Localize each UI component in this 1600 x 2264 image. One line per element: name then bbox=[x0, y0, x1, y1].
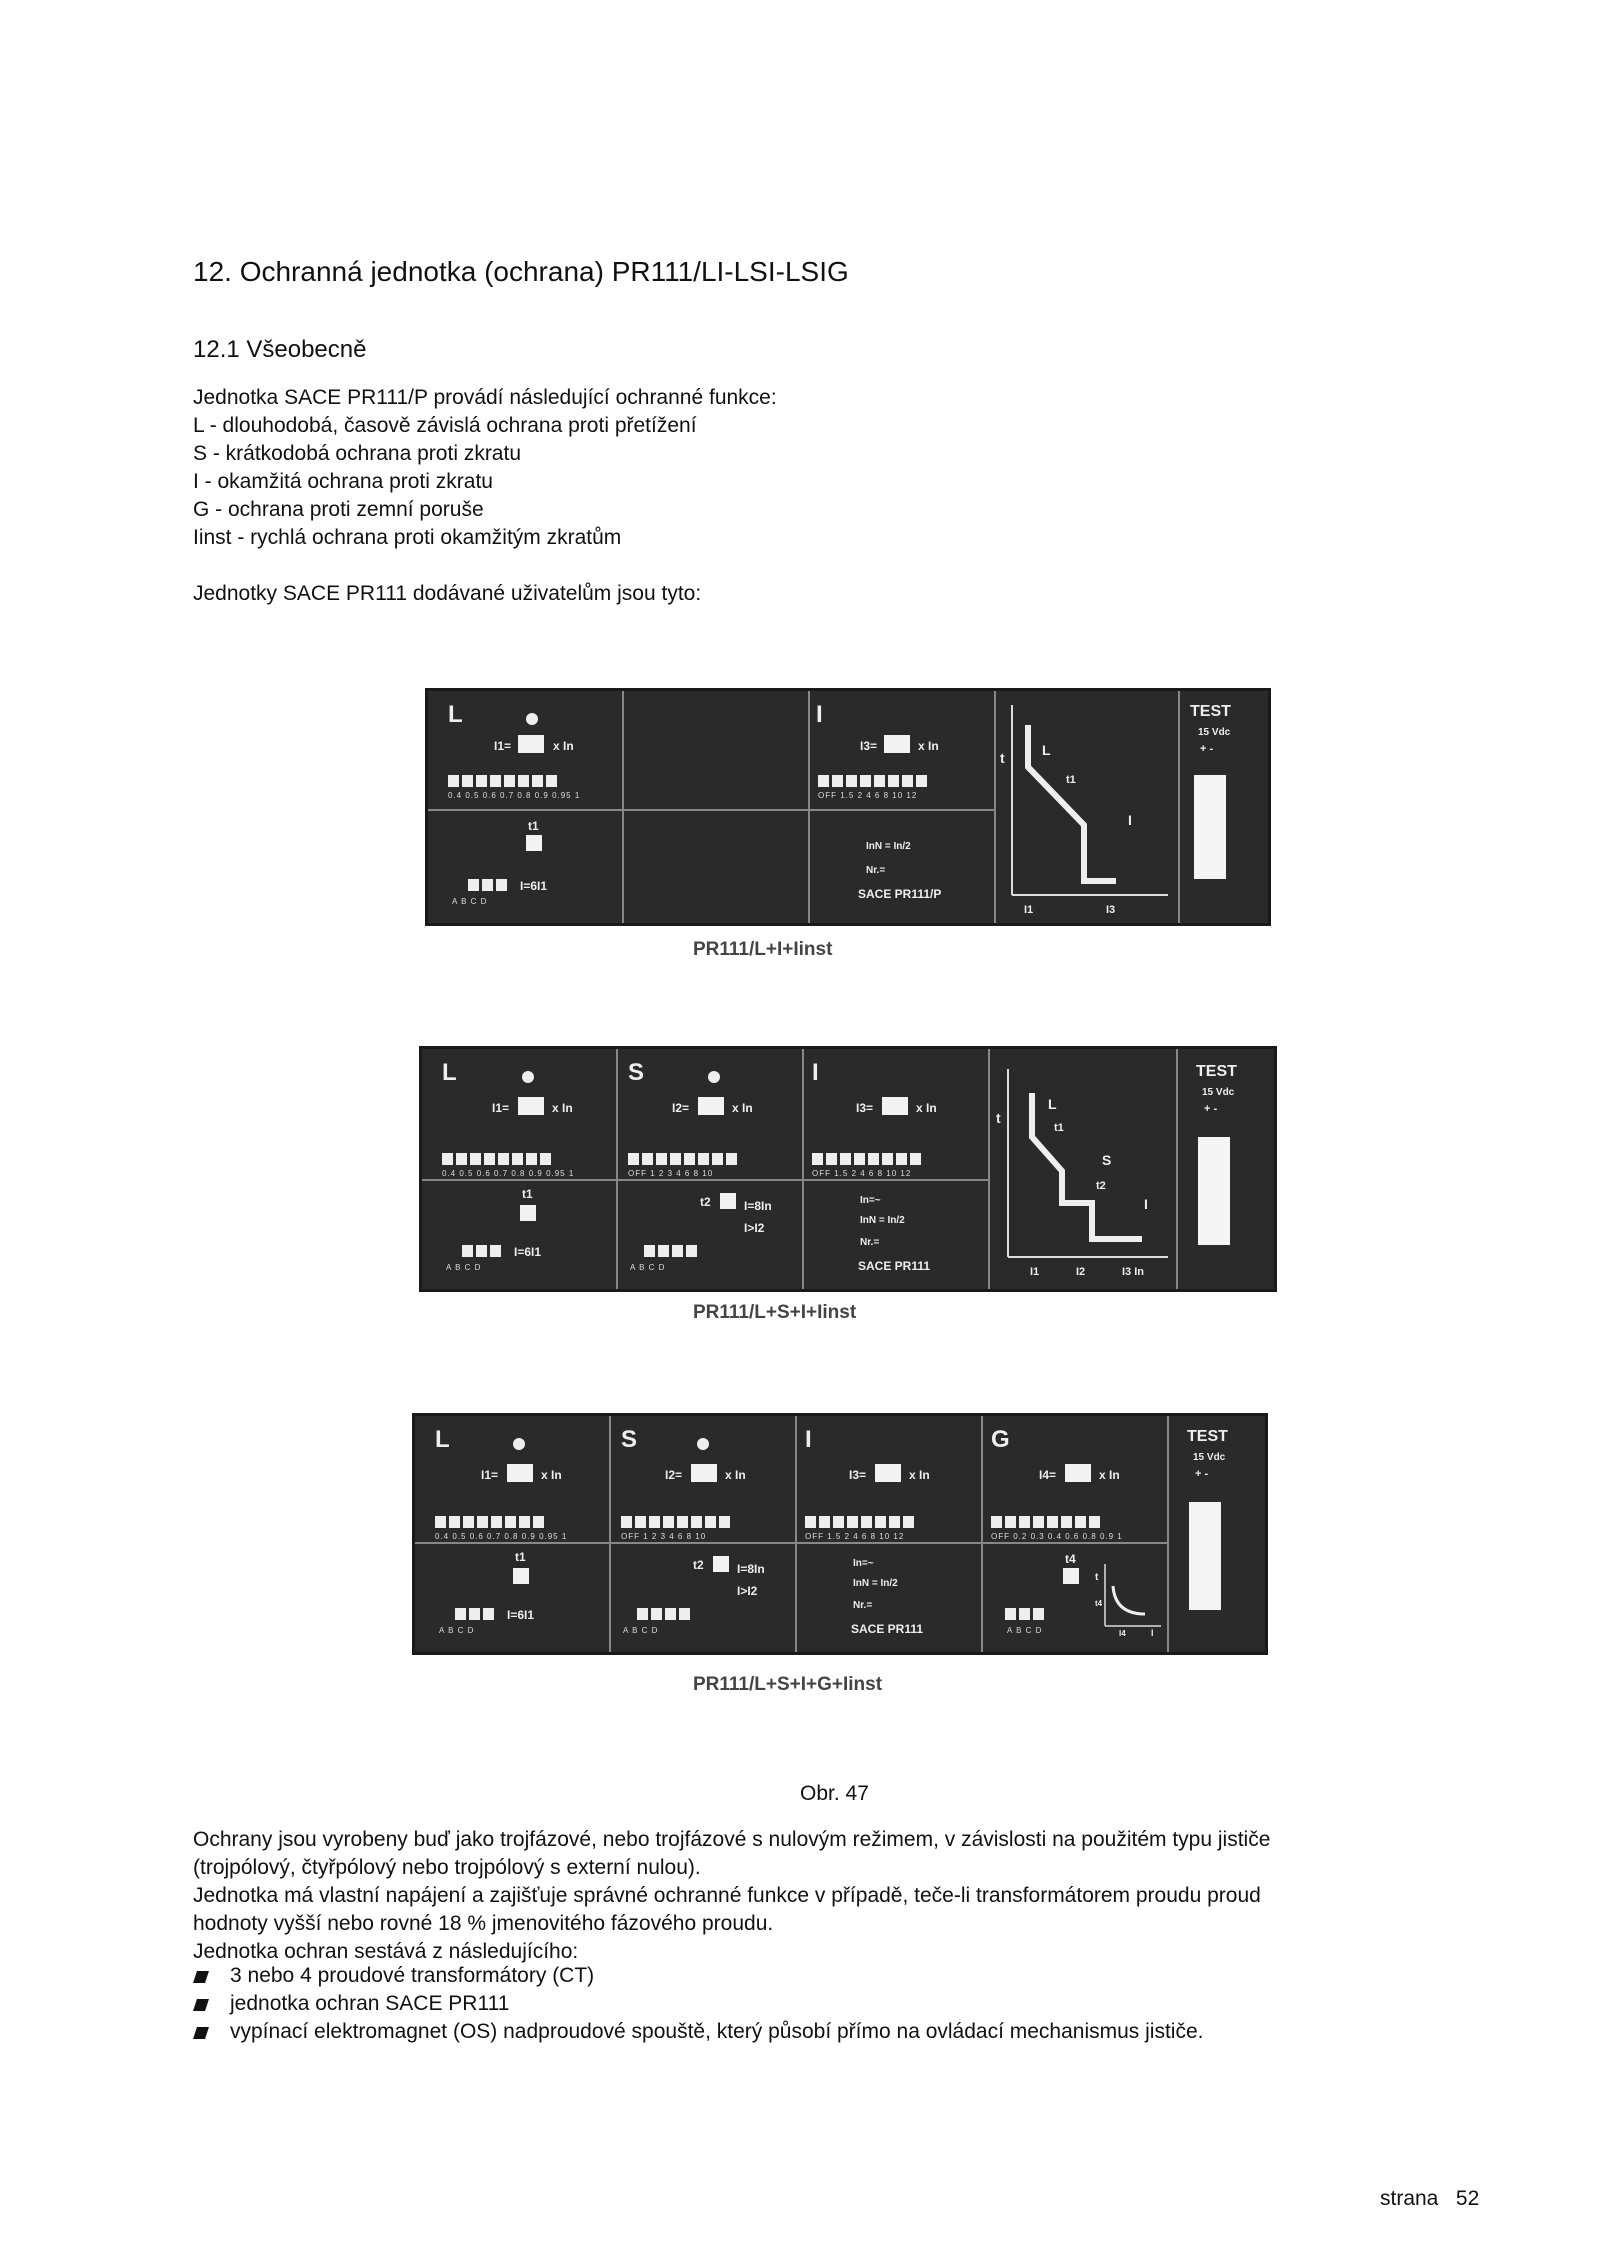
abcd-label: A B C D bbox=[1007, 1626, 1043, 1635]
i1-label: I1= bbox=[494, 739, 512, 753]
svg-text:t: t bbox=[1000, 750, 1005, 766]
svg-text:L: L bbox=[1042, 742, 1051, 758]
in-label: In=~ bbox=[853, 1558, 874, 1569]
dip-switches-l[interactable] bbox=[448, 775, 557, 787]
intro-line: I - okamžitá ochrana proti zkratu bbox=[193, 470, 493, 493]
list-item: jednotka ochran SACE PR111 bbox=[230, 1992, 510, 2015]
panel-caption: PR111/L+S+I+Iinst bbox=[693, 1302, 857, 1323]
trip-curve-diagram bbox=[998, 695, 1176, 917]
t1-window bbox=[520, 1205, 536, 1221]
dip-switches-t1[interactable] bbox=[468, 879, 507, 891]
i8-label: I=8In bbox=[737, 1562, 765, 1576]
led-indicator bbox=[708, 1071, 720, 1083]
intro-line: Jednotka SACE PR111/P provádí následující ochranné funkce: bbox=[193, 386, 777, 409]
svg-text:t: t bbox=[996, 1110, 1001, 1126]
dip-switches-t2[interactable] bbox=[637, 1608, 690, 1620]
divider bbox=[428, 809, 994, 811]
t1-label: t1 bbox=[522, 1187, 533, 1201]
bullet-icon bbox=[193, 2027, 209, 2039]
section-label: S bbox=[621, 1426, 638, 1453]
abcd-label: A B C D bbox=[623, 1626, 659, 1635]
svg-text:L: L bbox=[1048, 1096, 1057, 1112]
model-label: SACE PR111 bbox=[858, 1259, 931, 1273]
figure-label: Obr. 47 bbox=[800, 1782, 869, 1805]
t2-label: t2 bbox=[693, 1558, 704, 1572]
svg-text:t2: t2 bbox=[1096, 1180, 1106, 1192]
t4-label: t4 bbox=[1065, 1552, 1076, 1566]
panel-caption: PR111/L+I+Iinst bbox=[693, 939, 833, 960]
body-line: Ochrany jsou vyrobeny buď jako trojfázové, nebo trojfázové s nulovým režimem, v závislosti na použitém typu jističe bbox=[193, 1828, 1271, 1851]
intro-paragraph bbox=[193, 384, 777, 552]
i2-window bbox=[691, 1464, 717, 1482]
i2-label: I2= bbox=[672, 1101, 690, 1115]
svg-text:t1: t1 bbox=[1054, 1122, 1064, 1134]
polarity-label: + - bbox=[1204, 1103, 1218, 1115]
abcd-label: A B C D bbox=[439, 1626, 475, 1635]
scale-i: OFF 1.5 2 4 6 8 10 12 bbox=[818, 791, 918, 800]
t2-window bbox=[720, 1193, 736, 1209]
t1-window bbox=[526, 835, 542, 851]
i6-label: I=6I1 bbox=[514, 1245, 542, 1259]
divider bbox=[415, 1542, 1167, 1544]
i3-label: I3= bbox=[860, 739, 878, 753]
panel-li bbox=[425, 688, 1271, 926]
abcd-label: A B C D bbox=[452, 897, 488, 906]
abcd-label: A B C D bbox=[446, 1263, 482, 1272]
vdc-label: 15 Vdc bbox=[1202, 1087, 1235, 1098]
section-label: I bbox=[812, 1059, 819, 1086]
abcd-label: A B C D bbox=[630, 1263, 666, 1272]
body-line: Jednotka má vlastní napájení a zajišťuje správné ochranné funkce v případě, teče-li transformátorem proudu proud bbox=[193, 1884, 1261, 1907]
list-item: 3 nebo 4 proudové transformátory (CT) bbox=[230, 1964, 595, 1987]
svg-text:t1: t1 bbox=[1066, 774, 1076, 786]
body-line: hodnoty vyšší nebo rovné 18 % jmenovitého fázového proudu. bbox=[193, 1912, 774, 1935]
dip-switches-t1[interactable] bbox=[462, 1245, 501, 1257]
list-item: vypínací elektromagnet (OS) nadproudové spouště, který působí přímo na ovládací mechanismus jističe. bbox=[230, 2020, 1204, 2043]
i6-label: I=6I1 bbox=[520, 879, 548, 893]
scale-s: OFF 1 2 3 4 6 8 10 bbox=[628, 1169, 714, 1178]
test-connector[interactable] bbox=[1194, 775, 1226, 879]
unit-label: x In bbox=[541, 1468, 562, 1482]
t2-window bbox=[713, 1556, 729, 1572]
test-connector[interactable] bbox=[1189, 1502, 1221, 1610]
polarity-label: + - bbox=[1195, 1468, 1209, 1480]
scale-g: OFF 0.2 0.3 0.4 0.6 0.8 0.9 1 bbox=[991, 1532, 1123, 1541]
svg-text:t: t bbox=[1095, 1572, 1099, 1583]
i1-window bbox=[507, 1464, 533, 1482]
page-heading: 12. Ochranná jednotka (ochrana) PR111/LI-LSI-LSIG bbox=[193, 256, 849, 287]
i2-window bbox=[698, 1097, 724, 1115]
section-label: G bbox=[991, 1426, 1010, 1453]
i4-label: I4= bbox=[1039, 1468, 1057, 1482]
i3-label: I3= bbox=[856, 1101, 874, 1115]
footer-label: strana bbox=[1380, 2187, 1439, 2210]
svg-text:I1: I1 bbox=[1024, 904, 1034, 916]
test-label: TEST bbox=[1196, 1063, 1237, 1080]
svg-text:I: I bbox=[1151, 1628, 1154, 1636]
in-label: In=~ bbox=[860, 1195, 881, 1206]
led-indicator bbox=[526, 713, 538, 725]
i3-window bbox=[875, 1464, 901, 1482]
unit-label: x In bbox=[916, 1101, 937, 1115]
i1-label: I1= bbox=[481, 1468, 499, 1482]
svg-text:I3: I3 bbox=[1106, 904, 1116, 916]
bullet-icon bbox=[193, 1999, 209, 2011]
scale-s: OFF 1 2 3 4 6 8 10 bbox=[621, 1532, 707, 1541]
t2-label: t2 bbox=[700, 1195, 711, 1209]
page-footer bbox=[1380, 2187, 1479, 2211]
section-empty bbox=[624, 691, 810, 923]
section-heading: 12.1 Všeobecně bbox=[193, 336, 367, 363]
vdc-label: 15 Vdc bbox=[1198, 727, 1231, 738]
svg-text:I: I bbox=[1144, 1196, 1148, 1212]
test-connector[interactable] bbox=[1198, 1137, 1230, 1245]
i1-label: I1= bbox=[492, 1101, 510, 1115]
nr-label: Nr.= bbox=[866, 865, 886, 876]
units-intro: Jednotky SACE PR111 dodávané uživatelům jsou tyto: bbox=[193, 582, 702, 605]
body-line: Jednotka ochran sestává z následujícího: bbox=[193, 1940, 579, 1963]
unit-label: x In bbox=[552, 1101, 573, 1115]
polarity-label: + - bbox=[1200, 743, 1214, 755]
dip-switches-i[interactable] bbox=[805, 1516, 914, 1528]
unit-label: x In bbox=[732, 1101, 753, 1115]
scale-i: OFF 1.5 2 4 6 8 10 12 bbox=[812, 1169, 912, 1178]
i3-window bbox=[882, 1097, 908, 1115]
divider bbox=[422, 1179, 988, 1181]
unit-label: x In bbox=[1099, 1468, 1120, 1482]
i6-label: I=6I1 bbox=[507, 1608, 535, 1622]
dip-switches-l[interactable] bbox=[442, 1153, 551, 1165]
nr-label: Nr.= bbox=[853, 1600, 873, 1611]
vdc-label: 15 Vdc bbox=[1193, 1452, 1226, 1463]
t1-label: t1 bbox=[515, 1550, 526, 1564]
section-label: I bbox=[816, 701, 823, 728]
section-label: L bbox=[435, 1426, 450, 1453]
section-label: L bbox=[448, 701, 463, 728]
svg-text:I4: I4 bbox=[1119, 1629, 1126, 1636]
igt-label: I>I2 bbox=[737, 1584, 758, 1598]
t1-window bbox=[513, 1568, 529, 1584]
panel-caption: PR111/L+S+I+G+Iinst bbox=[693, 1674, 883, 1695]
scale-l: 0.4 0.5 0.6 0.7 0.8 0.9 0.95 1 bbox=[448, 791, 581, 800]
bullet-icon bbox=[193, 1971, 209, 1983]
svg-text:I3 In: I3 In bbox=[1122, 1266, 1145, 1278]
body-line: (trojpólový, čtyřpólový nebo trojpólový s externí nulou). bbox=[193, 1856, 701, 1879]
dip-switches-s[interactable] bbox=[628, 1153, 737, 1165]
dip-switches-i[interactable] bbox=[818, 775, 927, 787]
panel-lsi bbox=[419, 1046, 1277, 1292]
scale-l: 0.4 0.5 0.6 0.7 0.8 0.9 0.95 1 bbox=[442, 1169, 575, 1178]
i3-label: I3= bbox=[849, 1468, 867, 1482]
i8-label: I=8In bbox=[744, 1199, 772, 1213]
intro-line: G - ochrana proti zemní poruše bbox=[193, 498, 484, 521]
i1-window bbox=[518, 1097, 544, 1115]
inn-label: InN = In/2 bbox=[853, 1578, 898, 1589]
dip-switches-i[interactable] bbox=[812, 1153, 921, 1165]
i3-window bbox=[884, 735, 910, 753]
inn-label: InN = In/2 bbox=[860, 1215, 905, 1226]
i2-label: I2= bbox=[665, 1468, 683, 1482]
body-paragraph bbox=[193, 1826, 1270, 1966]
scale-l: 0.4 0.5 0.6 0.7 0.8 0.9 0.95 1 bbox=[435, 1532, 568, 1541]
nr-label: Nr.= bbox=[860, 1237, 880, 1248]
page-number: 52 bbox=[1455, 2187, 1480, 2210]
dip-switches-t1[interactable] bbox=[455, 1608, 494, 1620]
svg-text:S: S bbox=[1102, 1152, 1112, 1168]
g-curve-diagram bbox=[1095, 1556, 1165, 1636]
svg-text:I: I bbox=[1128, 812, 1132, 828]
dip-switches-s[interactable] bbox=[621, 1516, 730, 1528]
test-label: TEST bbox=[1190, 703, 1231, 720]
t1-label: t1 bbox=[528, 819, 539, 833]
intro-line: L - dlouhodobá, časově závislá ochrana proti přetížení bbox=[193, 414, 697, 437]
test-label: TEST bbox=[1187, 1428, 1228, 1445]
dip-switches-t2[interactable] bbox=[644, 1245, 697, 1257]
section-label: L bbox=[442, 1059, 457, 1086]
panel-lsig bbox=[412, 1413, 1268, 1655]
model-label: SACE PR111/P bbox=[858, 887, 942, 901]
unit-label: x In bbox=[909, 1468, 930, 1482]
unit-label: x In bbox=[553, 739, 574, 753]
svg-text:t4: t4 bbox=[1095, 1599, 1103, 1608]
model-label: SACE PR111 bbox=[851, 1622, 924, 1636]
intro-line: S - krátkodobá ochrana proti zkratu bbox=[193, 442, 522, 465]
led-indicator bbox=[697, 1438, 709, 1450]
scale-i: OFF 1.5 2 4 6 8 10 12 bbox=[805, 1532, 905, 1541]
intro-line: Iinst - rychlá ochrana proti okamžitým zkratům bbox=[193, 526, 622, 549]
led-indicator bbox=[522, 1071, 534, 1083]
t4-window bbox=[1063, 1568, 1079, 1584]
svg-text:I1: I1 bbox=[1030, 1266, 1040, 1278]
dip-switches-l[interactable] bbox=[435, 1516, 544, 1528]
inn-label: InN = In/2 bbox=[866, 841, 911, 852]
igt-label: I>I2 bbox=[744, 1221, 765, 1235]
svg-text:I2: I2 bbox=[1076, 1266, 1086, 1278]
unit-label: x In bbox=[725, 1468, 746, 1482]
section-label: I bbox=[805, 1426, 812, 1453]
dip-switches-g[interactable] bbox=[991, 1516, 1100, 1528]
unit-label: x In bbox=[918, 739, 939, 753]
led-indicator bbox=[513, 1438, 525, 1450]
section-label: S bbox=[628, 1059, 645, 1086]
dip-switches-t4[interactable] bbox=[1005, 1608, 1044, 1620]
i1-window bbox=[518, 735, 544, 753]
trip-curve-diagram bbox=[992, 1053, 1174, 1283]
i4-window bbox=[1065, 1464, 1091, 1482]
